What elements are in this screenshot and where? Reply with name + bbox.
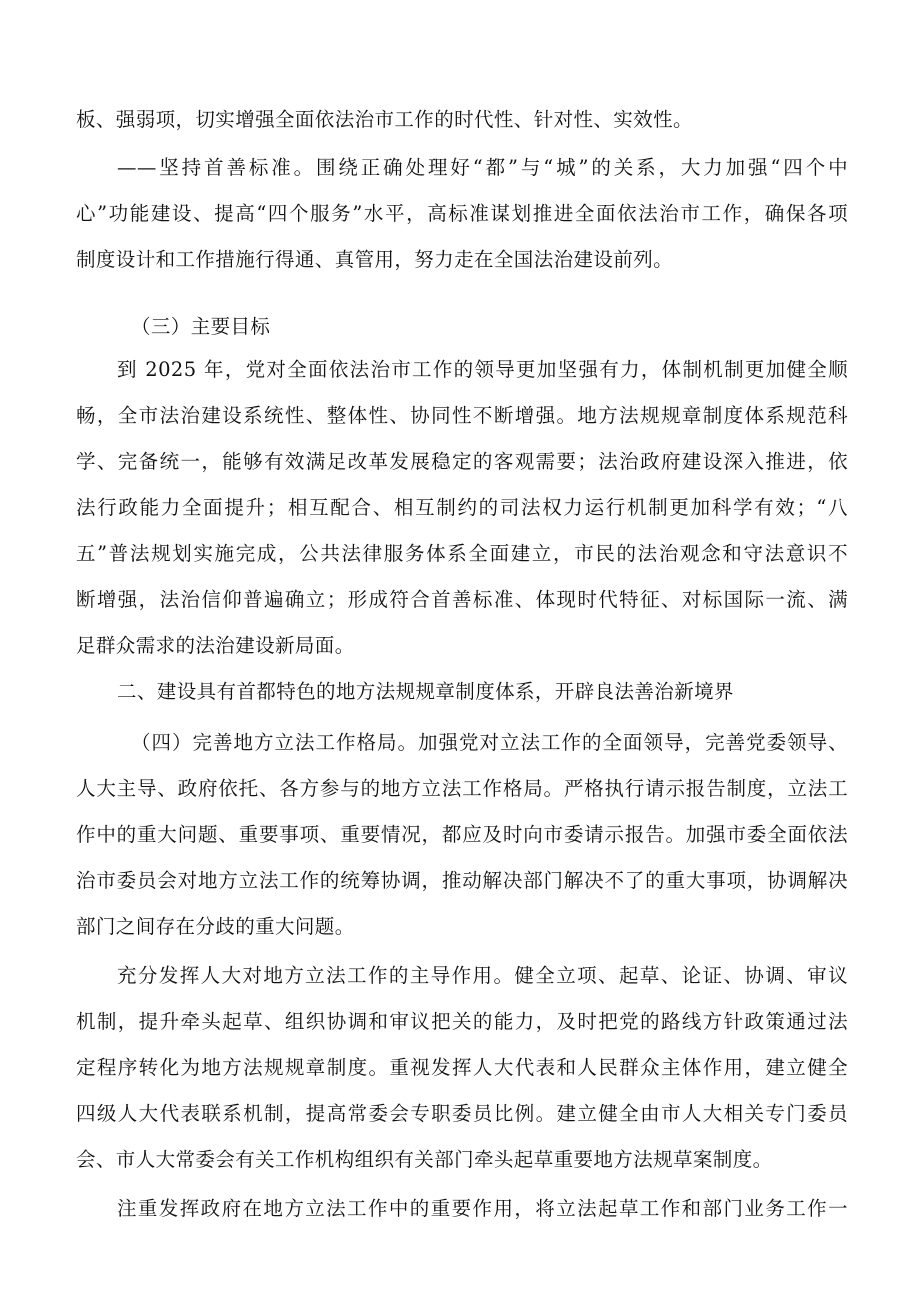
section-heading: （三）主要目标 <box>131 315 271 338</box>
text-line: （四）完善地方立法工作格局。加强党对立法工作的全面领导，完善党委领导、 <box>131 731 848 754</box>
text-line: 制度设计和工作措施行得通、真管用，努力走在全国法治建设前列。 <box>76 248 674 271</box>
text-line: 五”普法规划实施完成，公共法律服务体系全面建立，市民的法治观念和守法意识不 <box>76 542 848 565</box>
text-line: 学、完备统一，能够有效满足改革发展稳定的客观需要；法治政府建设深入推进，依 <box>76 450 848 473</box>
text-line: 注重发挥政府在地方立法工作中的重要作用，将立法起草工作和部门业务工作一 <box>117 1197 848 1220</box>
text-line: 治市委员会对地方立法工作的统筹协调，推动解决部门解决不了的重大事项，协调解决 <box>76 869 848 892</box>
text-line: 会、市人大常委会有关工作机构组织有关部门牵头起草重要地方法规草案制度。 <box>76 1148 773 1171</box>
text-line: 人大主导、政府依托、各方参与的地方立法工作格局。严格执行请示报告制度，立法工 <box>76 777 848 800</box>
text-line: 定程序转化为地方法规规章制度。重视发挥人大代表和人民群众主体作用，建立健全 <box>76 1056 848 1079</box>
text-line: 心”功能建设、提高“四个服务”水平，高标准谋划推进全面依法治市工作，确保各项 <box>76 202 848 225</box>
text-line: 作中的重大问题、重要事项、重要情况，都应及时向市委请示报告。加强市委全面依法 <box>76 823 848 846</box>
text-line: 足群众需求的法治建设新局面。 <box>76 634 355 657</box>
text-line: 机制，提升牵头起草、组织协调和审议把关的能力，及时把党的路线方针政策通过法 <box>76 1010 848 1033</box>
text-line: 板、强弱项，切实增强全面依法治市工作的时代性、针对性、实效性。 <box>76 108 693 131</box>
text-line: ——坚持首善标准。围绕正确处理好“都”与“城”的关系，大力加强“四个中 <box>117 156 848 179</box>
chapter-heading: 二、建设具有首都特色的地方法规规章制度体系，开辟良法善治新境界 <box>117 680 734 703</box>
text-line: 畅，全市法治建设系统性、整体性、协同性不断增强。地方法规规章制度体系规范科 <box>76 404 848 427</box>
text-line: 部门之间存在分歧的重大问题。 <box>76 915 355 938</box>
text-line: 四级人大代表联系机制，提高常委会专职委员比例。建立健全由市人大相关专门委员 <box>76 1102 848 1125</box>
text-line: 法行政能力全面提升；相互配合、相互制约的司法权力运行机制更加科学有效；“八 <box>76 496 848 519</box>
text-line: 断增强，法治信仰普遍确立；形成符合首善标准、体现时代特征、对标国际一流、满 <box>76 588 848 611</box>
text-line: 充分发挥人大对地方立法工作的主导作用。健全立项、起草、论证、协调、审议 <box>117 964 848 987</box>
text-line: 到 2025 年，党对全面依法治市工作的领导更加坚强有力，体制机制更加健全顺 <box>117 358 848 381</box>
